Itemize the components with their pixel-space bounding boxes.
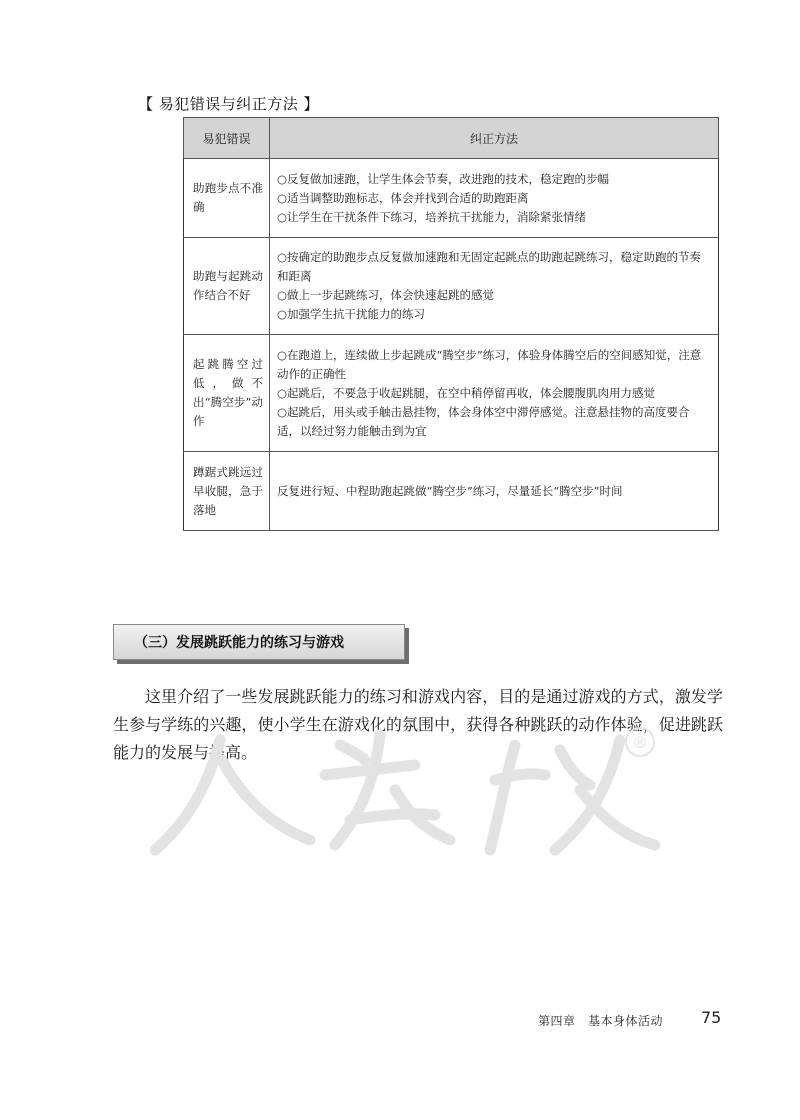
- error-cell: 助跑与起跳动作结合不好: [184, 238, 270, 335]
- subsection-title-box: [113, 624, 405, 660]
- fix-item: ○起跳后，不要急于收起跳腿，在空中稍停留再收，体会腰腹肌肉用力感觉: [277, 385, 656, 400]
- fix-cell: [270, 452, 719, 531]
- registered-mark: ®: [632, 733, 648, 752]
- fix-item: 反复进行短、中程助跑起跳做“腾空步”练习，尽量延长“腾空步”时间: [277, 483, 623, 498]
- section-title: 【 易犯错误与纠正方法 】: [138, 95, 320, 113]
- fix-item: ○在跑道上，连续做上步起跳成“腾空步”练习，体验身体腾空后的空间感知觉，注意动作的正确性: [277, 347, 702, 381]
- intro-paragraph: 这里介绍了一些发展跳跃能力的练习和游戏内容，目的是通过游戏的方式，激发学生参与学练的兴趣，使小学生在游戏化的氛围中，获得各种跳跃的动作体验，促进跳跃能力的发展与提高。: [113, 687, 723, 762]
- header-errors: 易犯错误: [184, 118, 270, 159]
- table-header-row: [184, 118, 719, 159]
- fix-item: ○加强学生抗干扰能力的练习: [277, 307, 426, 321]
- fix-item: ○让学生在干扰条件下练习，培养抗干扰能力，消除紧张情绪: [277, 209, 587, 224]
- fix-item: ○做上一步起跳练习，体会快速起跳的感觉: [277, 288, 495, 302]
- table-row: [184, 335, 719, 452]
- fix-item: ○起跳后，用头或手触击悬挂物，体会身体空中滞停感觉。注意悬挂物的高度要合适，以经过努力能触击到为宜: [277, 404, 690, 438]
- subsection-title: （三）发展跳跃能力的练习与游戏: [134, 635, 344, 651]
- table-row: [184, 159, 719, 238]
- table-row: [184, 238, 719, 335]
- error-cell: 起跳腾空过低，做不出“腾空步”动作: [184, 335, 270, 452]
- error-cell: 蹲踞式跳远过早收腿，急于落地: [184, 452, 270, 531]
- footer-chapter: 第四章 基本身体活动: [538, 1014, 664, 1028]
- watermark-text: 人教版: [408, 868, 412, 869]
- watermark-logo: [150, 720, 670, 870]
- fix-item: ○反复做加速跑，让学生体会节奏，改进跑的技术，稳定跑的步幅: [277, 171, 610, 186]
- fix-item: ○按确定的助跑步点反复做加速跑和无固定起跳点的助跑起跳练习，稳定助跑的节奏和距离: [277, 250, 702, 283]
- fix-cell: [270, 238, 719, 335]
- fix-cell: [270, 335, 719, 452]
- error-correction-table: [183, 117, 719, 531]
- fix-cell: [270, 159, 719, 238]
- table-row: [184, 452, 719, 531]
- page-number: 75: [701, 1008, 722, 1027]
- fix-item: ○适当调整助跑标志，体会并找到合适的助跑距离: [277, 190, 529, 205]
- error-cell: 助跑步点不准确: [184, 159, 270, 238]
- header-corrections: 纠正方法: [270, 118, 719, 159]
